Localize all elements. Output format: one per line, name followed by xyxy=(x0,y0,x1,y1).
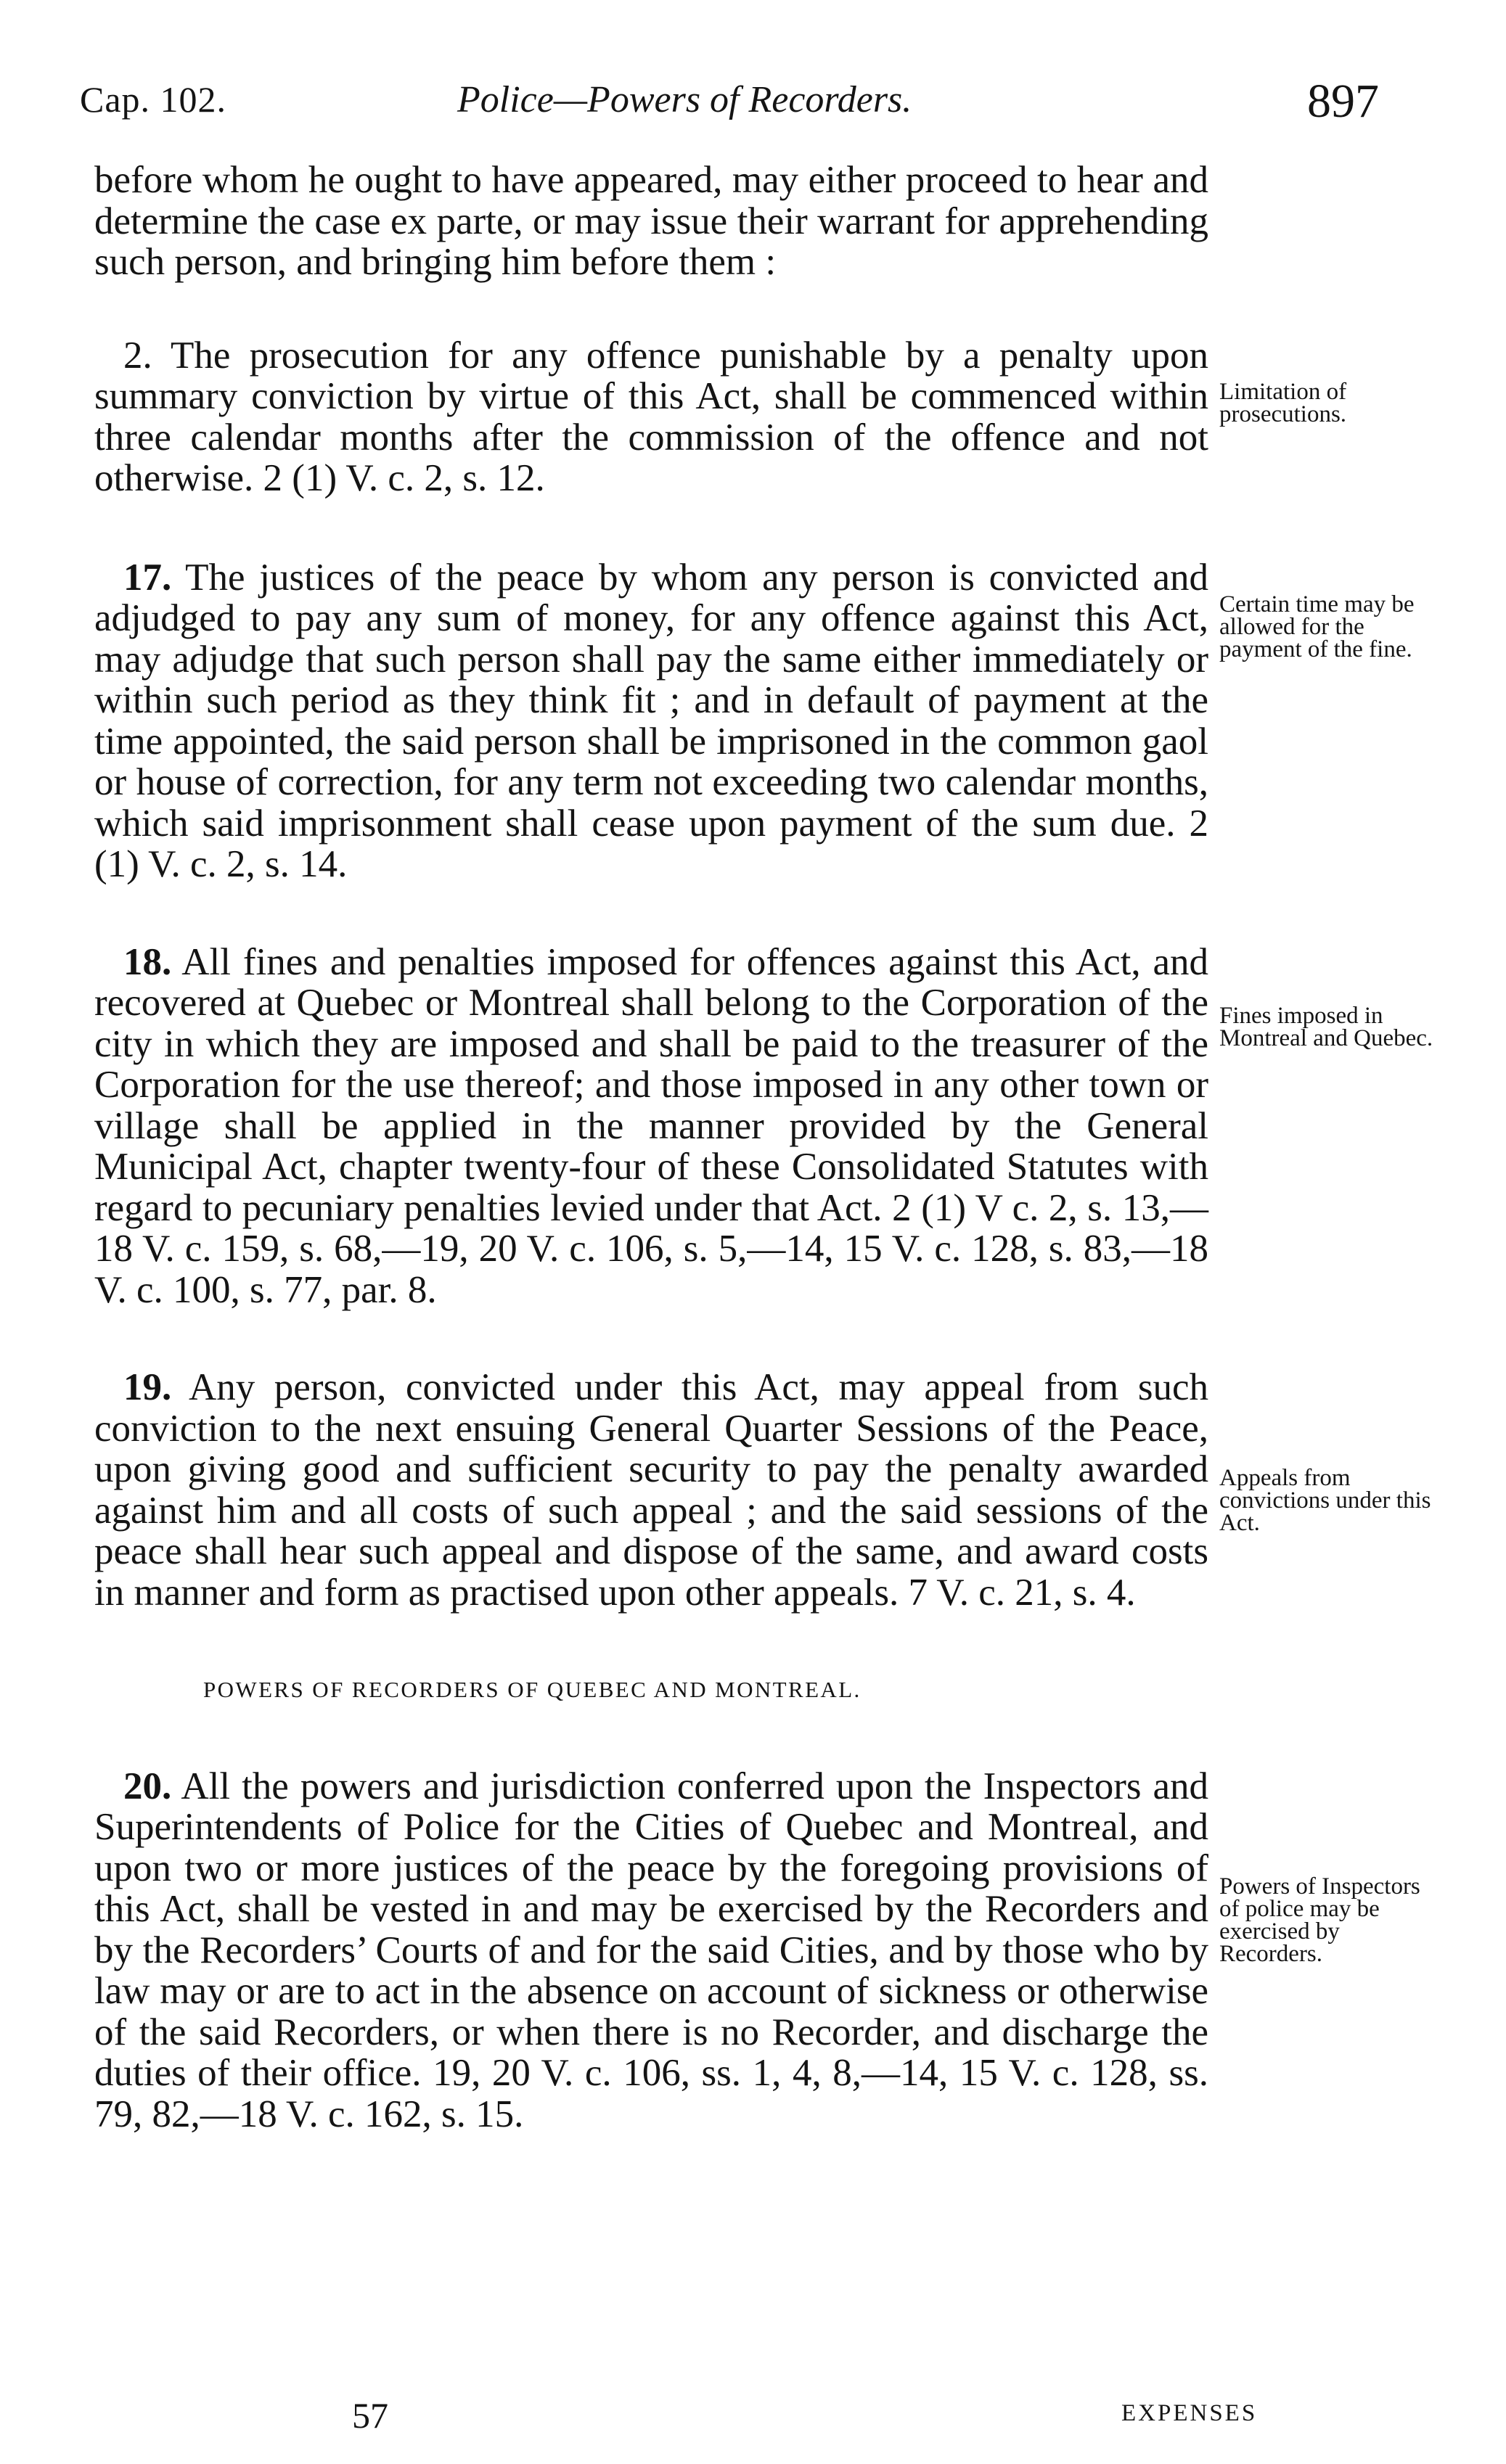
section-number: 17. xyxy=(123,556,172,599)
section-text: All fines and penalties imposed for offences against this Act, and recovered at Quebec or Montreal shall belong to the Corporation of the city in which they are imposed and shall be paid to the treasurer of the Corporation for the use thereof; and those imposed in any other town or village shall be applied in the manner provided by the General Municipal Act, chapter twenty-four of these Consolidated Statutes with regard to pecuniary penalties levied under that Act. 2 (1) V c. 2, s. 13,—18 V. c. 159, s. 68,—19, 20 V. c. 106, s. 5,—14, 15 V. c. 128, s. 83,—18 V. c. 100, s. 77, par. 8. xyxy=(94,940,1209,1311)
section-number: 19. xyxy=(123,1366,172,1408)
margin-note-limitation: Limitation of prosecutions. xyxy=(1219,379,1347,427)
running-header xyxy=(80,75,1379,136)
section-heading: POWERS OF RECORDERS OF QUEBEC AND MONTREAL. xyxy=(203,1677,862,1702)
page-number: 897 xyxy=(1307,75,1379,128)
paragraph-continued: before whom he ought to have appeared, may either proceed to hear and determine the case ex parte, or may issue their warrant for apprehending such person, and bringing him before them : xyxy=(94,159,1208,283)
page-body xyxy=(94,160,1208,2191)
page-footer xyxy=(73,2394,1335,2438)
section-17 xyxy=(94,557,1208,885)
section-number: 20. xyxy=(123,1765,172,1807)
section-text: Any person, convicted under this Act, may appeal from such conviction to the next ensuing General Quarter Sessions of the Peace, upon giving good and sufficient security to pay the penalty awarded against him and all costs of such appeal ; and the said sessions of the peace shall hear such appeal and dispose of the same, and award costs in manner and form as practised upon other appeals. 7 V. c. 21, s. 4. xyxy=(94,1366,1209,1614)
section-18 xyxy=(94,942,1208,1311)
catchword: EXPENSES xyxy=(1121,2400,1258,2426)
margin-note-time-allowed: Certain time may be allowed for the payment of the fine. xyxy=(1219,591,1415,662)
margin-note-powers: Powers of Inspectors of police may be exercised by Recorders. xyxy=(1219,1873,1420,1967)
section-number: 18. xyxy=(123,940,172,983)
section-text: All the powers and jurisdiction conferred upon the Inspectors and Superintendents of Police for the Cities of Quebec and Montreal, and upon two or more justices of the peace by the foregoing provisions of this Act, shall be vested in and may be exercised by the Recorders and by the Recorders’ Courts of and for the said Cities, and by those who by law may or are to act in the absence on account of sickness or otherwise of the said Recorders, or when there is no Recorder, and discharge the duties of their office. 19, 20 V. c. 106, ss. 1, 4, 8,—14, 15 V. c. 128, ss. 79, 82,—18 V. c. 162, s. 15. xyxy=(94,1765,1208,2135)
margin-note-appeals: Appeals from convictions under this Act. xyxy=(1219,1465,1431,1536)
section-19 xyxy=(94,1367,1208,1613)
chapter-label: Cap. 102. xyxy=(80,79,227,120)
margin-note-fines: Fines imposed in Montreal and Quebec. xyxy=(1219,1003,1433,1051)
subsection-2: 2. The prosecution for any offence punishable by a penalty upon summary conviction by virtue of this Act, shall be commenced within three calendar months after the commission of the offence and not otherwise. 2 (1) V. c. 2, s. 12. xyxy=(94,334,1208,499)
section-text: The justices of the peace by whom any person is convicted and adjudged to pay any sum of money, for any offence against this Act, may adjudge that such person shall pay the same either immediately or within such period as they think fit ; and in default of payment at the time appointed, the said person shall be imprisoned in the common gaol or house of correction, for any term not exceeding two calendar months, which said imprisonment shall cease upon payment of the sum due. 2 (1) V. c. 2, s. 14. xyxy=(94,556,1208,885)
signature-mark: 57 xyxy=(352,2395,388,2436)
running-title: Police—Powers of Recorders. xyxy=(457,79,912,120)
section-20 xyxy=(94,1766,1208,2135)
